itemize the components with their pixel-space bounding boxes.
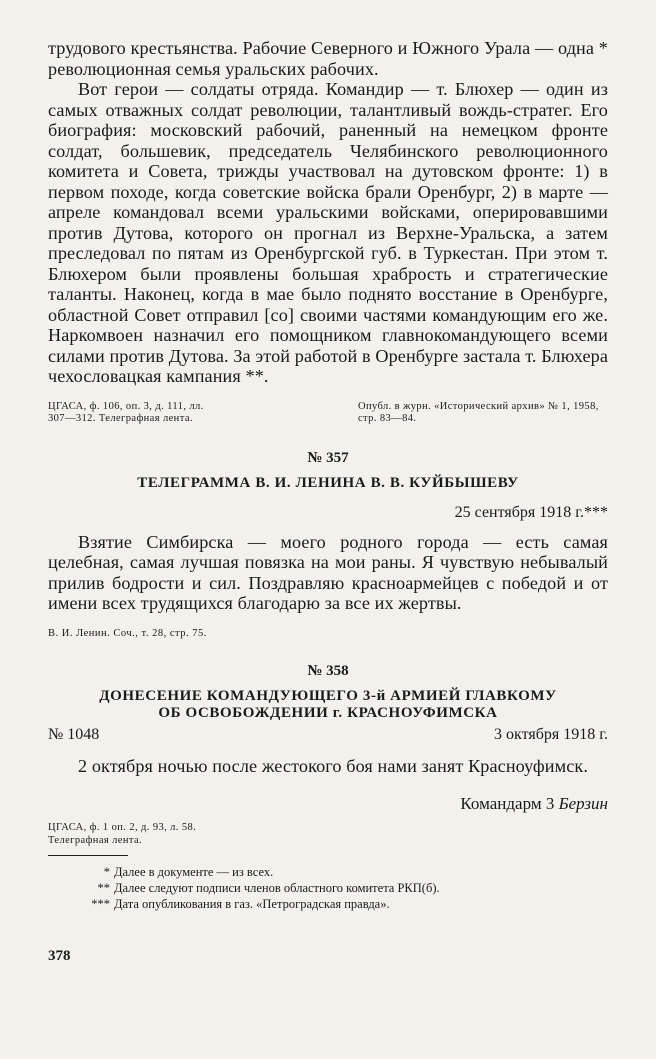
document-ref-row — [48, 726, 608, 744]
document-title: ДОНЕСЕНИЕ КОМАНДУЮЩЕГО 3-й АРМИЕЙ ГЛАВКОМУ ОБ ОСВОБОЖДЕНИИ г. КРАСНОУФИМСКА — [99, 687, 557, 721]
footnote-mark: ** — [97, 881, 110, 895]
source-row — [48, 401, 608, 426]
document-text: 2 октября ночью после жестокого боя нами занят Красноуфимск. — [78, 755, 589, 776]
document-ref: № 1048 — [48, 725, 100, 743]
page-number: 378 — [48, 948, 71, 964]
paragraph: Вот герои — солдаты отряда. Командир — т. Блюхер — один из самых отважных солдат революции, талантливый вождь-стратег. Его биография: московский рабочий, раненный на немецком фронте солдат, большевик, председатель Челябинского революционного комитета и Совета, трижды участвовал на дутовском фронте: 1) в первом походе, когда советские войска брали Оренбург, 2) в марте — апреле командовал всеми уральскими войсками, оперировавшими против Дутова, которого он прогнал из Верхне-Уральска, а затем преследовал по пятам из Оренбургской губ. в Туркестан. При этом т. Блюхером были проявлены большая храбрость и стратегические таланты. Наконец, когда в мае было поднято восстание в Оренбурге, областной Совет отправил [со] своими частями командующим его же. Наркомвоен назначил его помощником главнокомандующего всеми силами против Дутова. За этой работой в Оренбурге застала т. Блюхера чехословацкая кампания **. — [48, 79, 608, 386]
document-date: 25 сентября 1918 г.*** — [454, 503, 608, 521]
signature — [48, 794, 608, 814]
document-number: № 358 — [307, 662, 349, 679]
footnote — [88, 880, 608, 896]
footnote-text: Далее следуют подписи членов областного комитета РКП(б). — [114, 881, 440, 895]
document-source: В. И. Ленин. Соч., т. 28, стр. 75. — [48, 627, 207, 639]
document-date: 3 октября 1918 г. — [494, 725, 608, 743]
footnote-mark: *** — [91, 897, 110, 911]
publication-source: Опубл. в журн. «Исторический архив» № 1, 1958, стр. 83—84. — [358, 400, 599, 424]
document-title: ТЕЛЕГРАММА В. И. ЛЕНИНА В. В. КУЙБЫШЕВУ — [137, 474, 519, 491]
footnote-divider — [48, 855, 128, 856]
signature-name: Берзин — [558, 794, 608, 813]
footnote — [88, 864, 608, 880]
paragraph: трудового крестьянства. Рабочие Северного и Южного Урала — одна * революционная семья уральских рабочих. — [48, 38, 608, 79]
footnote-text: Дата опубликования в газ. «Петроградская правда». — [114, 897, 390, 911]
footnote-text: Далее в документе — из всех. — [114, 865, 274, 879]
document-text: Взятие Симбирска — моего родного города — есть самая целебная, самая лучшая повязка на мои раны. Я чувствую небывалый прилив бодрости и сил. Поздравляю красноармейцев с победой и от имени всех трудящихся благодарю за все их жертвы. — [48, 531, 608, 613]
footnote — [88, 896, 608, 912]
signature-role: Командарм 3 — [460, 794, 559, 813]
footnote-mark: * — [103, 865, 110, 879]
page-body — [48, 38, 608, 912]
document-source: ЦГАСА, ф. 1 оп. 2, д. 93, л. 58. Телеграфная лента. — [48, 822, 197, 846]
archive-source: ЦГАСА, ф. 106, оп. 3, д. 111, лл. 307—312. Телеграфная лента. — [48, 400, 204, 424]
document-number: № 357 — [307, 449, 349, 466]
